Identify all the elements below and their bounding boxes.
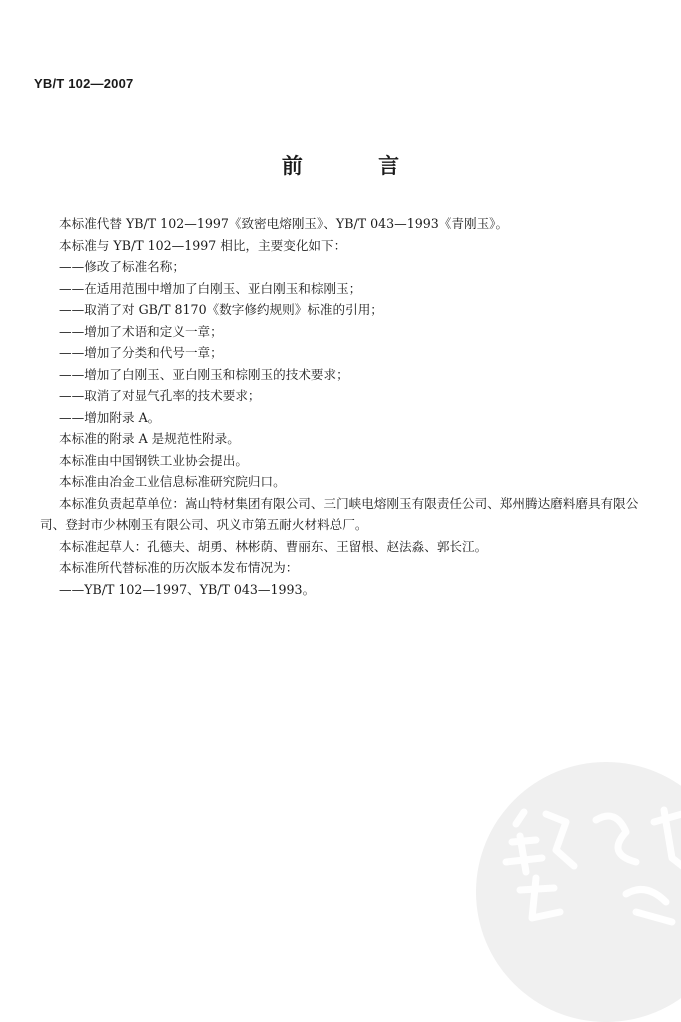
list-item: ——取消了对 GB/T 8170《数字修约规则》标准的引用； [59, 302, 383, 317]
document-code: YB/T 102—2007 [34, 76, 134, 91]
list-item: ——增加了分类和代号一章； [59, 345, 223, 360]
list-item: ——修改了标准名称； [59, 259, 185, 274]
paragraph: 本标准起草人：孔德夫、胡勇、林彬荫、曹丽东、王留根、赵法淼、郭长江。 [59, 538, 488, 554]
document-body [40, 213, 652, 600]
list-item: ——增加附录 A。 [59, 409, 161, 425]
paragraph: 本标准负责起草单位：嵩山特材集团有限公司、三门峡电熔刚玉有限责任公司、郑州腾达磨料磨具有限公司、登封市少林刚玉有限公司、巩义市第五耐火材料总厂。 [40, 495, 639, 532]
paragraph: 本标准代替 YB/T 102—1997《致密电熔刚玉》、YB/T 043—1993《青刚玉》。 [59, 216, 509, 231]
list-item: ——YB/T 102—1997、YB/T 043—1993。 [59, 581, 316, 597]
paragraph: 本标准的附录 A 是规范性附录。 [59, 431, 240, 446]
page-title: 前 言 [281, 154, 434, 178]
paragraph: 本标准由冶金工业信息标准研究院归口。 [59, 474, 286, 489]
list-item: ——取消了对显气孔率的技术要求； [59, 388, 261, 403]
paragraph: 本标准与 YB/T 102—1997 相比，主要变化如下： [59, 237, 347, 253]
list-item: ——增加了白刚玉、亚白刚玉和棕刚玉的技术要求； [59, 366, 349, 382]
paragraph: 本标准所代替标准的历次版本发布情况为： [59, 560, 299, 575]
paragraph: 本标准由中国钢铁工业协会提出。 [59, 452, 248, 468]
list-item: ——增加了术语和定义一章； [59, 323, 223, 339]
list-item: ——在适用范围中增加了白刚玉、亚白刚玉和棕刚玉； [59, 280, 362, 296]
seal-watermark-icon [476, 762, 681, 1022]
